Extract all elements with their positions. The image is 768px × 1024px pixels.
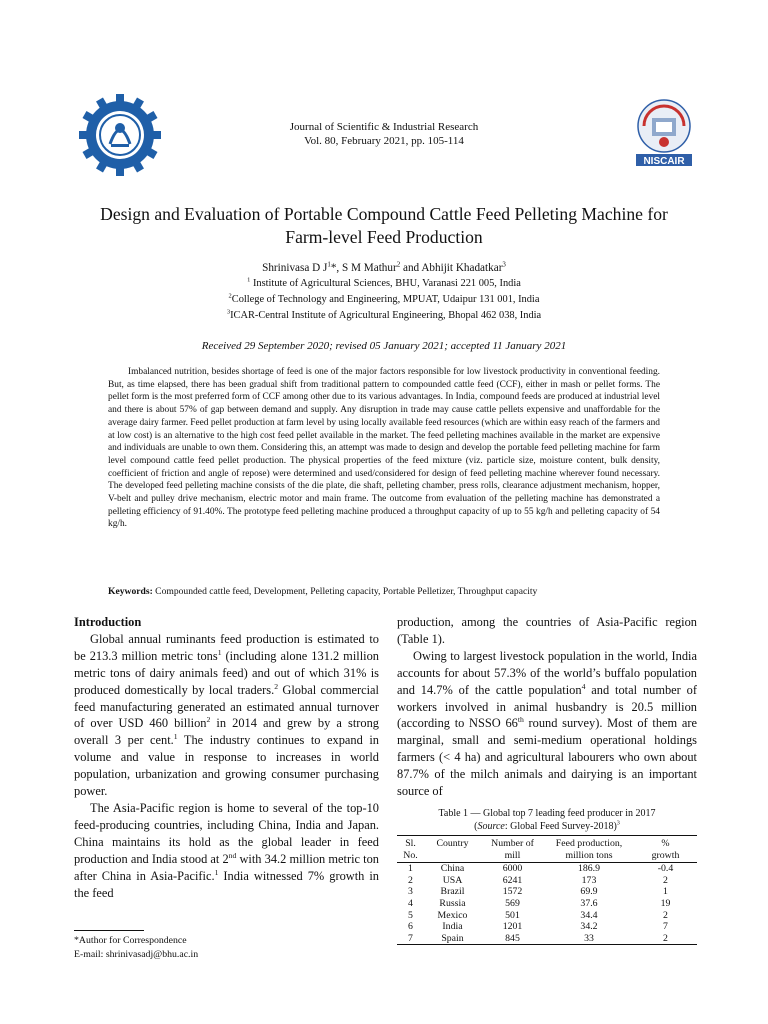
right-paragraph-1: production, among the countries of Asia-Pacific region (Table 1).: [397, 615, 697, 646]
cell: Spain: [441, 932, 464, 944]
cell: 2: [663, 874, 668, 886]
right-column: [397, 614, 697, 800]
footnote-correspondence: *Author for Correspondence: [74, 935, 187, 946]
submission-dates: Received 29 September 2020; revised 05 January 2021; accepted 11 January 2021: [201, 340, 567, 352]
caption-sup: 3: [616, 819, 620, 827]
cell: 1201: [502, 921, 523, 933]
institution-logo: [77, 92, 163, 178]
author-3: Abhijit Khadatkar: [421, 262, 503, 274]
keywords: [108, 586, 660, 597]
author-2: S M Mathur: [342, 262, 397, 274]
affiliation-1: [100, 276, 668, 292]
cell: Russia: [439, 897, 466, 909]
cell: Brazil: [440, 886, 465, 898]
header-growth-1: %: [661, 838, 670, 849]
header-mills: [481, 836, 544, 863]
r2-sup2: th: [517, 715, 524, 725]
p1-e: The industry continues to expand in volume and value in response to increases in world population, urbanization and growing consumer purchasing power.: [74, 733, 379, 799]
cell: 34.2: [580, 921, 598, 933]
table-row: [397, 898, 697, 910]
author-connector: and: [400, 262, 422, 274]
cell: 3: [408, 886, 413, 898]
keywords-text: Compounded cattle feed, Development, Pelleting capacity, Portable Pelletizer, Throughput capacity: [152, 586, 538, 597]
cell: 6000: [502, 863, 523, 875]
abstract: [108, 366, 660, 531]
title-line-1: Design and Evaluation of Portable Compound Cattle Feed Pelleting Machine for: [100, 204, 668, 224]
cell: 1572: [502, 886, 523, 898]
affiliation-2-text: College of Technology and Engineering, MPUAT, Udaipur 131 001, India: [231, 294, 540, 305]
table-row: [397, 921, 697, 933]
p1-sup4: 1: [173, 732, 178, 742]
header-country-text: Country: [436, 838, 469, 849]
abstract-text: Imbalanced nutrition, besides shortage of feed is one of the major factors responsible for low livestock productivity in conventional feeding. But, as time elapsed, there has been gradual shift from traditional pattern to compounded cattle feed (CCF), either in mash or pellet forms. The pellet form is the most preferred form of CCF among other due to its various advantages. In India, compound feeds are produced at industrial level and there is about 57% of gap between demand and supply. Any disruption in trade may cause cattle pellets expensive and unaffordable for the average dairy farmer. Feed pellet production at farm level by using locally available feed resources (which are within easy reach of the farmers and at low cost) is an alternative to the high cost feed pellet available in the market. The feed pelleting machines available in the market are expensive and individuals are unable to own them. Considering this, an attempt was made to design and develop the portable feed pelleting machine for farm level compound cattle feed pellet production. The physical properties of the feed mixture (viz. particle size, moisture content, bulk density, coefficient of friction and angle of repose) were determined and used/considered for design of feed pelleting machine wherever found necessary. The developed feed pelleting machine consists of the die plate, die shaft, pelleting chamber, press rolls, clearance adjustment mechanism, hopper, V-belt and pulley drive mechanism, electric motor and main frame. The outcome from evaluation of the pelleting machine has demonstrated a pelleting efficiency of 91.40%. The prototype feed pelleting machine produced a throughput capacity of up to 55 kg/h and pelleting capacity of 54 kg/h.: [108, 367, 660, 530]
journal-header: [200, 120, 568, 148]
cell: 6241: [502, 874, 523, 886]
cell: China: [440, 863, 465, 875]
p1-sup2: 2: [274, 681, 279, 691]
header-production: [544, 836, 634, 863]
intro-paragraph-2: [74, 800, 379, 901]
affiliation-2: [100, 292, 668, 308]
table-1: [397, 807, 697, 945]
p2-a: The Asia-Pacific region is home to several of the top-10 feed-producing countries, including China, India and Japan. China maintains its hold as the global leader in feed production and India stood at 2: [74, 800, 379, 866]
cell: 845: [505, 932, 520, 944]
header-prod-2: million tons: [565, 849, 613, 861]
cell: 2: [408, 874, 413, 886]
p2-sup2: 1: [214, 867, 219, 877]
p1-c: Global commercial feed manufacturing generated an estimated annual turnover of over USD 460 billion: [74, 682, 379, 731]
paper-title: [60, 203, 708, 249]
footnote-divider: [74, 930, 144, 931]
table-row: [397, 863, 697, 875]
affiliation-3-text: ICAR-Central Institute of Agricultural Engineering, Bhopal 462 038, India: [230, 310, 542, 321]
cell: 7: [663, 921, 668, 933]
affiliation-1-text: Institute of Agricultural Sciences, BHU, Varanasi 221 005, India: [250, 278, 521, 289]
niscair-logo: [630, 96, 698, 170]
table-caption: [397, 807, 697, 833]
author-1-mark: *,: [330, 262, 343, 274]
title-line-2: Farm-level Feed Production: [285, 227, 483, 247]
header-country: [424, 836, 481, 863]
footnote: [74, 934, 379, 962]
feed-producer-table: [397, 835, 697, 945]
caption-source-label: Source: [477, 821, 505, 832]
cell: 1: [663, 886, 668, 898]
niscair-logo-text: NISCAIR: [643, 156, 685, 167]
author-1-sup: 1: [327, 260, 331, 269]
p2-c: India witnessed 7% growth in the feed: [74, 868, 379, 900]
cell: 69.9: [580, 886, 598, 898]
journal-name: Journal of Scientific & Industrial Research: [289, 121, 479, 133]
cell: USA: [442, 874, 463, 886]
header-growth-2: growth: [651, 849, 680, 861]
cell: 37.6: [580, 897, 598, 909]
cell: 186.9: [577, 863, 601, 875]
right-paragraph-2: [397, 648, 697, 800]
affiliation-1-sup: 1: [247, 276, 251, 284]
cell: 1: [408, 863, 413, 875]
r2-c: round survey). Most of them are marginal, small and semi-medium operational holdings farmers (< 4 ha) and agricultural labourers who own about 87.7% of the milch animals and dairying is an important source of: [397, 716, 697, 799]
cell: 19: [660, 897, 671, 909]
header-sl-1: Sl.: [405, 838, 416, 849]
cell: 173: [581, 874, 597, 886]
author-1: Shrinivasa D J: [262, 262, 328, 274]
table-caption-title: Table 1 — Global top 7 leading feed producer in 2017: [438, 808, 656, 819]
header-growth: [634, 836, 697, 863]
table-row: [397, 933, 697, 945]
cell: 6: [408, 921, 413, 933]
p2-sup1: nd: [228, 850, 237, 860]
cell: 4: [408, 897, 413, 909]
author-3-sup: 3: [502, 260, 506, 269]
table-row: [397, 910, 697, 922]
cell: -0.4: [657, 863, 674, 875]
cell: 569: [505, 897, 520, 909]
affiliation-3-sup: 3: [226, 308, 231, 316]
header-sl-2: No.: [403, 849, 418, 861]
cell: 2: [663, 932, 668, 944]
affiliation-2-sup: 2: [228, 292, 232, 300]
journal-volume: Vol. 80, February 2021, pp. 105-114: [304, 135, 464, 147]
section-heading-introduction: Introduction: [74, 615, 142, 629]
table-row: [397, 875, 697, 887]
cell: 501: [505, 909, 520, 921]
table-header-row: [397, 836, 697, 863]
p1-a: Global annual ruminants feed production is estimated to be 213.3 million metric tons: [74, 631, 379, 663]
header-mills-1: Number of: [491, 838, 534, 849]
keywords-label: Keywords:: [108, 586, 153, 597]
p1-sup3: 2: [206, 715, 211, 725]
cell: 2: [663, 909, 668, 921]
footnote-email: E-mail: shrinivasadj@bhu.ac.in: [74, 949, 199, 960]
author-list: [100, 260, 668, 276]
cell: 34.4: [580, 909, 598, 921]
table-row: [397, 886, 697, 898]
header-mills-2: mill: [504, 849, 521, 861]
p2-b: with 34.2 million metric ton after China in Asia-Pacific.: [74, 851, 379, 883]
caption-source-text: : Global Feed Survey-2018): [504, 821, 617, 832]
cell: 7: [408, 932, 413, 944]
r2-a: Owing to largest livestock population in the world, India accounts for about 57.3% of the world’s buffalo population and 14.7% of the cattle population: [397, 648, 697, 697]
caption-pre: (: [474, 821, 478, 832]
cell: India: [442, 921, 463, 933]
table-caption-source: [397, 820, 697, 833]
header-prod-1: Feed production,: [555, 838, 623, 849]
cell: 5: [408, 909, 413, 921]
author-block: [100, 260, 668, 324]
p1-d: in 2014 and grew by a strong overall 3 per cent.: [74, 716, 379, 748]
affiliation-3: [100, 308, 668, 324]
cell: Mexico: [437, 909, 468, 921]
intro-paragraph-1: [74, 631, 379, 800]
p1-sup1: 1: [217, 647, 222, 657]
r2-b: and total number of workers involved in animal husbandry is 20.5 million (according to NSSO 66: [397, 682, 697, 731]
header-sl-no: [397, 836, 424, 863]
cell: 33: [584, 932, 594, 944]
left-column: [74, 614, 379, 901]
author-2-sup: 2: [396, 260, 401, 269]
r2-sup1: 4: [581, 681, 586, 691]
p1-b: (including alone 131.2 million metric tons of dairy animals feed) and out of which 31% is produced domestically by local traders.: [74, 648, 379, 697]
